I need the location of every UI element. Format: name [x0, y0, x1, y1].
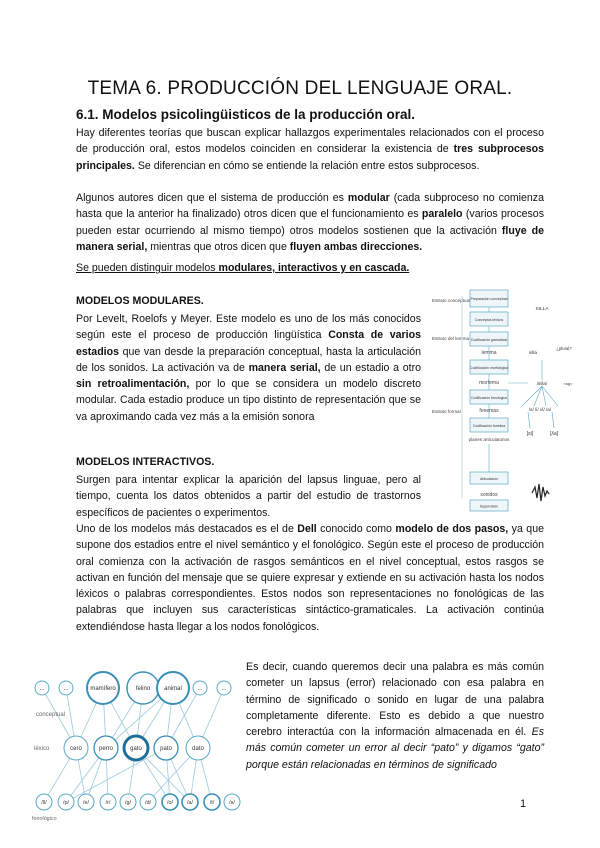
interactivos-paragraph-2 [76, 521, 544, 635]
text-run: Uno de los modelos más destacados es el de [76, 523, 298, 535]
text-run: Algunos autores dicen que el sistema de producción es [76, 192, 348, 204]
svg-text:...: ... [63, 686, 69, 692]
bold-run: paralelo [421, 208, 463, 221]
levelt-box [470, 332, 508, 346]
svg-text:/g/: /g/ [125, 800, 131, 806]
text-run: que van desde la preparación conceptual, hasta la articulación de los sonidos. La activación va de [76, 345, 421, 374]
intro-paragraph-2 [76, 190, 544, 255]
label-sg: <sg> [563, 381, 573, 386]
levelt-box [470, 360, 508, 374]
bold-run: fluyen ambas direcciones. [289, 240, 423, 253]
label-estrato-formal: Estrato formal [432, 409, 461, 414]
svg-text:Codificación fonética: Codificación fonética [472, 424, 506, 428]
svg-text:/r/: /r/ [105, 800, 111, 806]
levelt-model-diagram [430, 288, 578, 516]
output-sonidos: sonidos [480, 492, 498, 498]
levelt-box [470, 390, 508, 404]
text-run: por lo que se considera un modelo discreto modular. Cada estadio produce un tipo distinto de representación que se va aproximando cada vez más a la emisión sonora [76, 378, 421, 423]
bold-run: manera serial, [248, 361, 321, 374]
label-plural: ¿plural? [556, 346, 572, 351]
label-estrato-conceptual: Estrato conceptual [432, 298, 471, 303]
levelt-box [470, 312, 508, 326]
svg-text:cero: cero [70, 746, 82, 752]
text-run: ya que supone dos estadios entre el nivel semántico y el fonológico. Según este el proceso de producción oral comienza con la activación de rasgos semánticos en el nivel conceptual, estos rasgos se activan en función del mensaje que se quiere expresar y extiende en su activación hasta los nodos léxicos o palabras correspondientes. Estos nodos son representaciones no fonológicas de las palabras que incluyen sus características sintáctico-gramaticales. La activación continúa extendiéndose hasta llegar a los nodos fonológicos. [76, 523, 544, 633]
interactivos-heading: MODELOS INTERACTIVOS. [76, 456, 215, 468]
levelt-box [470, 472, 508, 484]
svg-text:/d/: /d/ [145, 800, 151, 806]
svg-text:...: ... [197, 686, 203, 692]
svg-text:/t/: /t/ [209, 800, 215, 806]
modulares-heading: MODELOS MODULARES. [76, 295, 204, 307]
text-run: Se diferencian en cómo se entiende la relación entre estos subprocesos. [134, 159, 480, 172]
svg-text:/s/: /s/ [229, 800, 235, 806]
bold-run: Dell [297, 523, 317, 535]
level-conceptual: conceptual [36, 712, 66, 718]
svg-text:felino: felino [135, 686, 151, 692]
intro-paragraph-3 [76, 260, 544, 276]
level-fonologico: fonológico [32, 816, 57, 822]
page-number: 1 [520, 798, 527, 810]
dell-model-diagram [30, 666, 242, 822]
text-run: (varios procesos pueden estar ocurriendo al mismo tiempo) otros modelos sostienen que la activación [76, 208, 544, 237]
svg-text:Preparación conceptual: Preparación conceptual [470, 297, 508, 301]
svg-text:pato: pato [160, 746, 172, 752]
text-run: Es decir, cuando queremos decir una palabra es más común cometer un lapsus (error) relacionado con esa palabra en término de significado o sonido en lugar de una palabra completamente diferente. Esto es debido a que nuestro cerebro interactúa con la información almacenada en él. [246, 661, 544, 739]
modulares-paragraph [76, 311, 421, 425]
svg-text:Codificación fonológica: Codificación fonológica [471, 396, 507, 400]
text-run: Por Levelt, Roelofs y Meyer. Este modelo es uno de los más conocidos según este el proceso de producción lingüística [76, 313, 421, 342]
output-fonemas: fonemas [479, 408, 499, 414]
level-lexico: léxico [34, 746, 50, 752]
bold-run: fluye de manera serial, [76, 224, 544, 253]
svg-text:dato: dato [192, 746, 204, 752]
svg-text:/o/: /o/ [167, 800, 173, 806]
svg-text:...: ... [221, 686, 227, 692]
levelt-box [470, 418, 508, 432]
text-run: conocido como [316, 523, 396, 535]
levelt-box [470, 290, 508, 307]
text-run: de un estadio a otro [320, 361, 422, 374]
svg-text:...: ... [39, 686, 45, 692]
intro-paragraph-1 [76, 125, 544, 174]
svg-text:/p/: /p/ [63, 800, 69, 806]
svg-text:/e/: /e/ [83, 800, 89, 806]
svg-text:mamífero: mamífero [90, 686, 116, 692]
text-run: Hay diferentes teorías que buscan explicar hallazgos experimentales relacionados con el proceso de producción oral, estos modelos coinciden en considerar la existencia de [76, 127, 544, 156]
label-syllable-si: [si] [526, 431, 534, 437]
bold-run: modelo de dos pasos, [395, 523, 509, 535]
svg-text:Codificación gramatical: Codificación gramatical [470, 338, 508, 342]
bold-run: sin retroalimentación, [76, 378, 190, 391]
svg-text:/a/: /a/ [187, 800, 193, 806]
italic-run: Es más común cometer un error al decir “pato” y digamos “gato” porque están relacionadas en términos de significado [246, 726, 544, 771]
supervision-box [470, 500, 508, 511]
svg-text:perro: perro [98, 746, 114, 752]
svg-text:Conceptos léxicos: Conceptos léxicos [474, 318, 504, 322]
svg-text:gato: gato [130, 746, 142, 752]
page-title: TEMA 6. PRODUCCIÓN DEL LENGUAJE ORAL. [87, 78, 513, 99]
output-morfema: morfema [479, 380, 499, 386]
text-run: Se pueden distinguir modelos [76, 262, 219, 274]
concept-nodes [35, 672, 231, 704]
text-run: (cada subproceso no comienza hasta que la anterior ha finalizado) otros dicen que el funcionamiento es [76, 192, 544, 221]
label-silla-lemma: silla [529, 350, 537, 355]
label-estrato-lemma: Estrato del lemma [432, 336, 470, 341]
label-phonemes: /s/ /i/ /ʎ/ /a/ [528, 407, 552, 412]
label-syllable-lla: [ʎa] [549, 431, 559, 437]
output-lemma: lemma [481, 350, 497, 356]
interactivos-paragraph-3 [246, 659, 544, 773]
bold-run: tres subprocesos principales. [76, 143, 544, 172]
svg-text:Codificación morfológica: Codificación morfológica [469, 366, 509, 370]
bold-run: modulares, interactivos y en cascada. [218, 262, 410, 274]
section-heading: 6.1. Modelos psicolingüisticos de la producción oral. [76, 107, 416, 122]
bold-run: Consta de varios estadios [76, 329, 421, 358]
svg-text:animal: animal [164, 686, 182, 692]
output-planes: planes articulatorios [468, 437, 510, 442]
label-silla-concept: SILLA [535, 307, 549, 312]
lexical-nodes [64, 736, 210, 760]
bold-run: modular [347, 192, 390, 204]
svg-text:/ll/: /ll/ [41, 800, 47, 806]
text-run: mientras que otros dicen que [147, 240, 290, 253]
phoneme-nodes [36, 794, 240, 810]
svg-text:Articulación: Articulación [479, 477, 499, 481]
interactivos-paragraph-1: Surgen para intentar explicar la aparición del lapsus linguae, pero al tiempo, cuenta los datos obtenidos a partir del estudio de trastornos específicos de pacientes o experimentos. [76, 474, 421, 519]
label-silla-form: /silla/ [536, 381, 548, 386]
svg-text:Supervisión: Supervisión [479, 504, 499, 509]
